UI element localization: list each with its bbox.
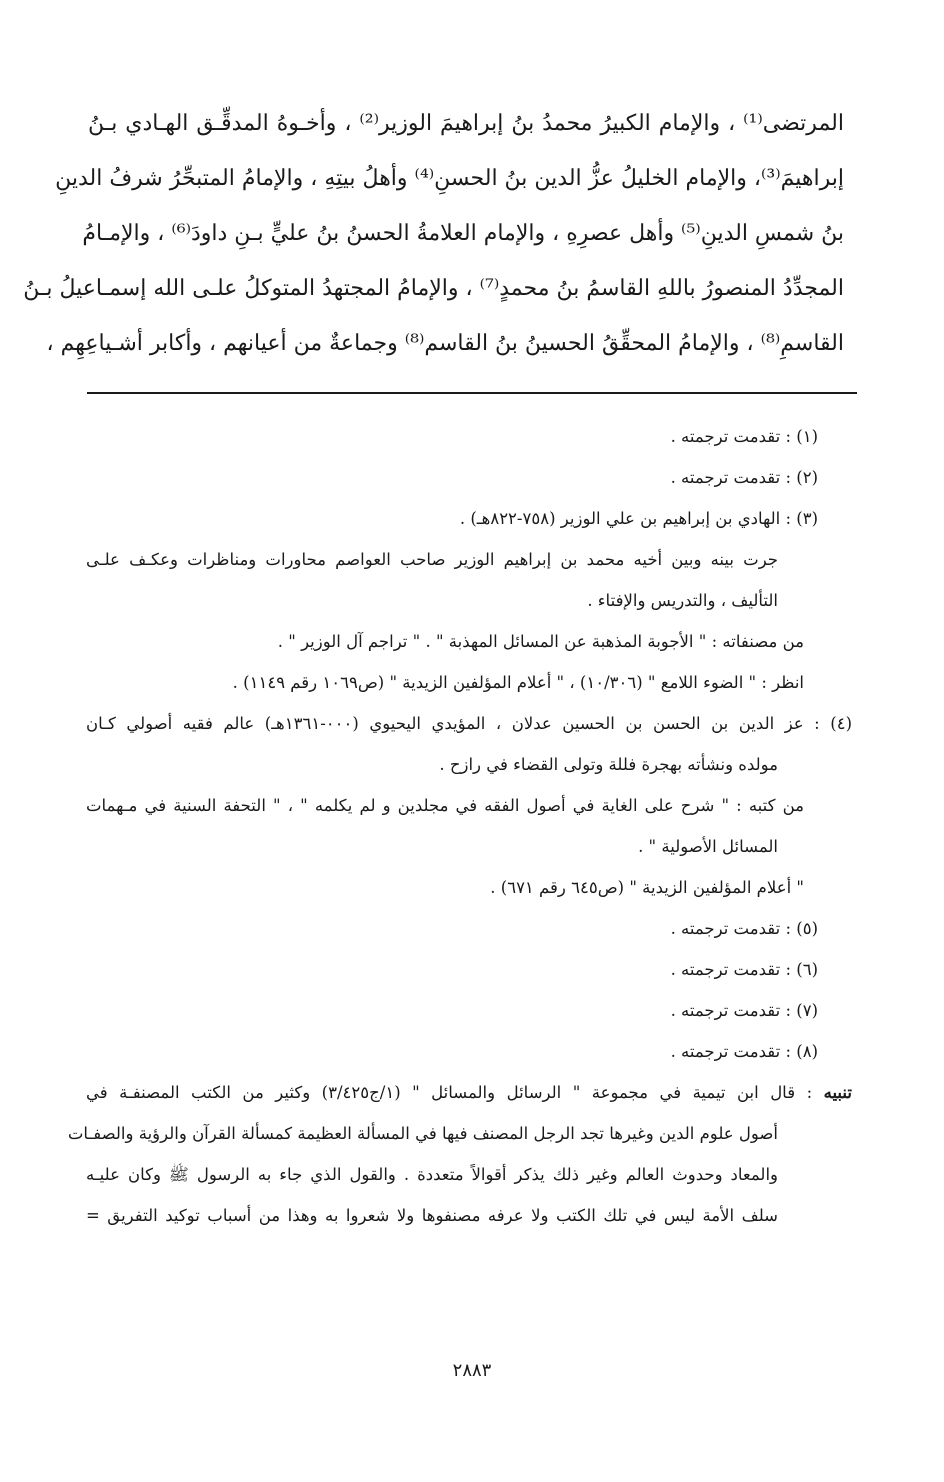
footnote-6: (٦) : تقدمت ترجمته . <box>670 960 818 979</box>
tanbih-line: سلف الأمة ليس في تلك الكتب ولا عرفه مصنفوها ولا شعروا به وهذا من أسباب توكيد التفريق = <box>86 1206 778 1225</box>
main-text-block <box>23 96 844 371</box>
footnote-3-line: من مصنفاته : " الأجوبة المذهبة عن المسائل المهذبة " . " تراجم آل الوزير " . <box>277 632 804 651</box>
footnote-1: (١) : تقدمت ترجمته . <box>670 427 818 446</box>
footnote-3-line: التأليف ، والتدريس والإفتاء . <box>587 591 778 610</box>
main-text-line: المرتضى⁽¹⁾ ، والإمام الكبيرُ محمدُ بنُ إبراهيمَ الوزير⁽²⁾ ، وأخـوهُ المدقِّـق الهـادي بـنُ <box>88 111 844 136</box>
footnote-4-heading: (٤) : عز الدين بن الحسن بن الحسين عدلان ، المؤيدي اليحيوي (٠٠٠-١٣٦١هـ) عالم فقيه أصولي كـان <box>86 714 853 733</box>
tanbih-line: أصول علوم الدين وغيرها تجد الرجل المصنف فيها في المسألة العظيمة كمسألة القرآن والرؤية والصفـات <box>67 1124 778 1143</box>
footnote-4-line: من كتبه : " شرح على الغاية في أصول الفقه في مجلدين و لم يكلمه " ، " التحفة السنية في مـهمات <box>86 796 804 815</box>
main-text-line: القاسمِ⁽⁸⁾ ، والإمامُ المحقِّقُ الحسينُ بنُ القاسم⁽⁸⁾ وجماعةٌ من أعيانهم ، وأكابر أشـياعِهِم ، <box>46 331 844 356</box>
footnote-4-line: المسائل الأصولية " . <box>638 837 778 856</box>
footnote-3-line: انظر : " الضوء اللامع " (١٠/٣٠٦) ، " أعلام المؤلفين الزيدية " (ص١٠٦٩ رقم ١١٤٩) . <box>232 673 804 692</box>
footnote-3-line: جرت بينه وبين أخيه محمد بن إبراهيم الوزير صاحب العواصم محاورات ومناظرات وعكـف علـى <box>86 550 778 569</box>
tanbih-line <box>86 1072 856 1113</box>
footnote-4-line: " أعلام المؤلفين الزيدية " (ص٦٤٥ رقم ٦٧١) . <box>490 878 804 897</box>
tanbih-line: والمعاد وحدوث العالم وغير ذلك يذكر أقوالاً متعددة . والقول الذي جاء به الرسول ﷺ وكان عليـه <box>86 1165 778 1184</box>
tanbih-label: تنبيه <box>823 1083 852 1102</box>
page-number: ٢٨٨٣ <box>452 1360 492 1381</box>
main-text-line: بنُ شمسِ الدينِ⁽⁵⁾ وأهل عصرِهِ ، والإمام العلامةُ الحسنُ بنُ عليٍّ بـنِ داودَ⁽⁶⁾ ، والإمـامُ <box>82 221 844 246</box>
main-text-line: المجدِّدُ المنصورُ باللهِ القاسمُ بنُ محمدٍ⁽⁷⁾ ، والإمامُ المجتهدُ المتوكلُ علـى الله إسمـاعيلُ بـنُ <box>23 276 844 301</box>
footnote-7: (٧) : تقدمت ترجمته . <box>670 1001 818 1020</box>
footnote-3-heading: (٣) : الهادي بن إبراهيم بن علي الوزير (٧٥٨-٨٢٢هـ) . <box>459 509 818 528</box>
footnote-divider <box>87 392 857 394</box>
footnote-4-line: مولده ونشأته بهجرة فللة وتولى القضاء في رازح . <box>439 755 778 774</box>
footnote-5: (٥) : تقدمت ترجمته . <box>670 919 818 938</box>
footnote-8: (٨) : تقدمت ترجمته . <box>670 1042 818 1061</box>
main-text-line: إبراهيمَ⁽³⁾، والإمام الخليلُ عزُّ الدين بنُ الحسنِ⁽⁴⁾ وأهلُ بيتِهِ ، والإمامُ المتبحِّرُ شرفُ الدينِ <box>55 166 844 191</box>
tanbih-text: : قال ابن تيمية في مجموعة " الرسائل والمسائل " (١/ج٣/٤٢٥) وكثير من الكتب المصنفـة في <box>86 1083 824 1102</box>
footnote-2: (٢) : تقدمت ترجمته . <box>670 468 818 487</box>
footnotes-block <box>67 416 856 1236</box>
